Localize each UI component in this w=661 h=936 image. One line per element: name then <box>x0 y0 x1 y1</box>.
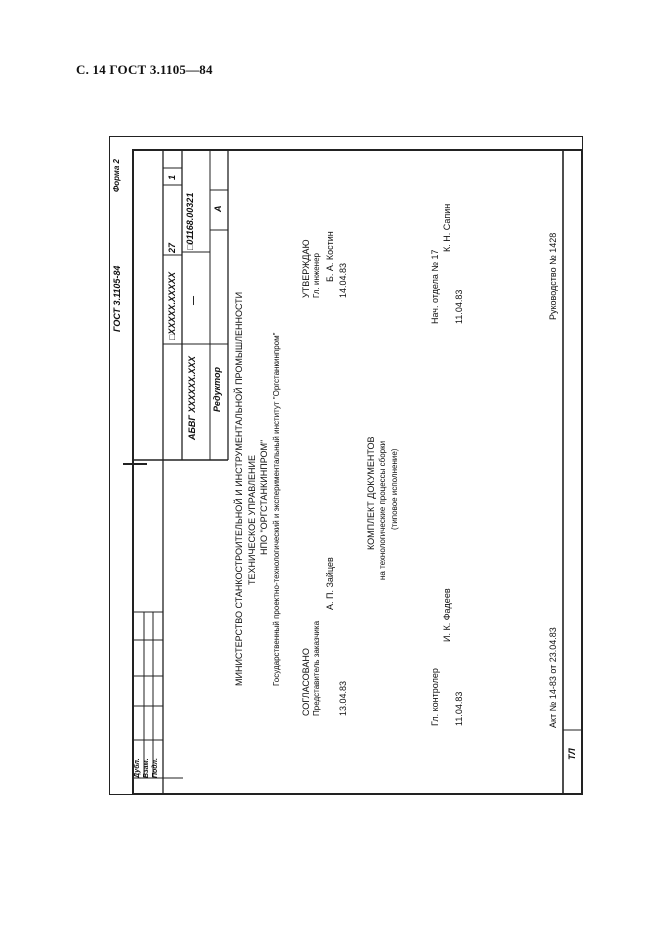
kit-note: (типовое исполнение) <box>390 448 399 530</box>
agreed-title: СОГЛАСОВАНО <box>301 648 311 716</box>
dept-head-date: 11.04.83 <box>454 289 464 324</box>
kit-title: КОМПЛЕКТ ДОКУМЕНТОВ <box>366 436 376 550</box>
approved-title: УТВЕРЖДАЮ <box>301 239 311 298</box>
form-label: Форма 2 <box>112 159 121 192</box>
org-line3: НПО "ОРГСТАНКИНПРОМ" <box>259 439 269 555</box>
doc-code: □XXXXX.XXXXX <box>167 272 177 340</box>
inv-code: □01168.00321 <box>185 192 195 250</box>
left-label-dubl: Дубл. <box>134 758 141 778</box>
left-label-vzam: Взам. <box>143 758 150 778</box>
org-line1: МИНИСТЕРСТВО СТАНКОСТРОИТЕЛЬНОЙ И ИНСТРУМЕНТАЛЬНОЙ ПРОМЫШЛЕННОСТИ <box>234 291 244 686</box>
kit-subtitle: на технологические процессы сборки <box>378 440 387 580</box>
left-label-podl: Подл. <box>152 758 159 778</box>
standard-label: ГОСТ 3.1105-84 <box>112 265 122 332</box>
letter-cell: А <box>213 205 223 212</box>
product-name: Редуктор <box>212 366 222 412</box>
dept-head-role: Нач. отдела № 17 <box>430 249 440 324</box>
controller-role: Гл. контролер <box>430 668 440 726</box>
act-line: Акт № 14-83 от 23.04.83 <box>548 627 558 728</box>
page-header: С. 14 ГОСТ 3.1105—84 <box>76 62 213 77</box>
dept-head-name: К. Н. Сапин <box>442 203 452 252</box>
approved-date: 14.04.83 <box>338 262 348 298</box>
approved-name: Б. А. Костин <box>325 231 335 282</box>
org-line2: ТЕХНИЧЕСКОЕ УПРАВЛЕНИЕ <box>247 455 257 585</box>
agreed-role: Представитель заказчика <box>312 620 321 716</box>
controller-date: 11.04.83 <box>454 691 464 726</box>
dash-cell: — <box>188 296 198 305</box>
product-code: АБВГ XXXXXX.XXX <box>187 356 197 440</box>
org-line4: Государственный проектно-технологический и экспериментальный институт "Оргстанкинпром" <box>272 332 281 686</box>
controller-name: И. К. Фадеев <box>442 588 452 642</box>
agreed-name: А. П. Зайцев <box>325 557 335 610</box>
agreed-date: 13.04.83 <box>338 680 348 716</box>
approved-role: Гл. инженер <box>312 253 321 298</box>
sheets-count: 27 <box>167 242 177 253</box>
bottom-code: ТЛ <box>567 748 577 760</box>
guide-line: Руководство № 1428 <box>548 232 558 320</box>
sheet-number: 1 <box>167 174 177 180</box>
